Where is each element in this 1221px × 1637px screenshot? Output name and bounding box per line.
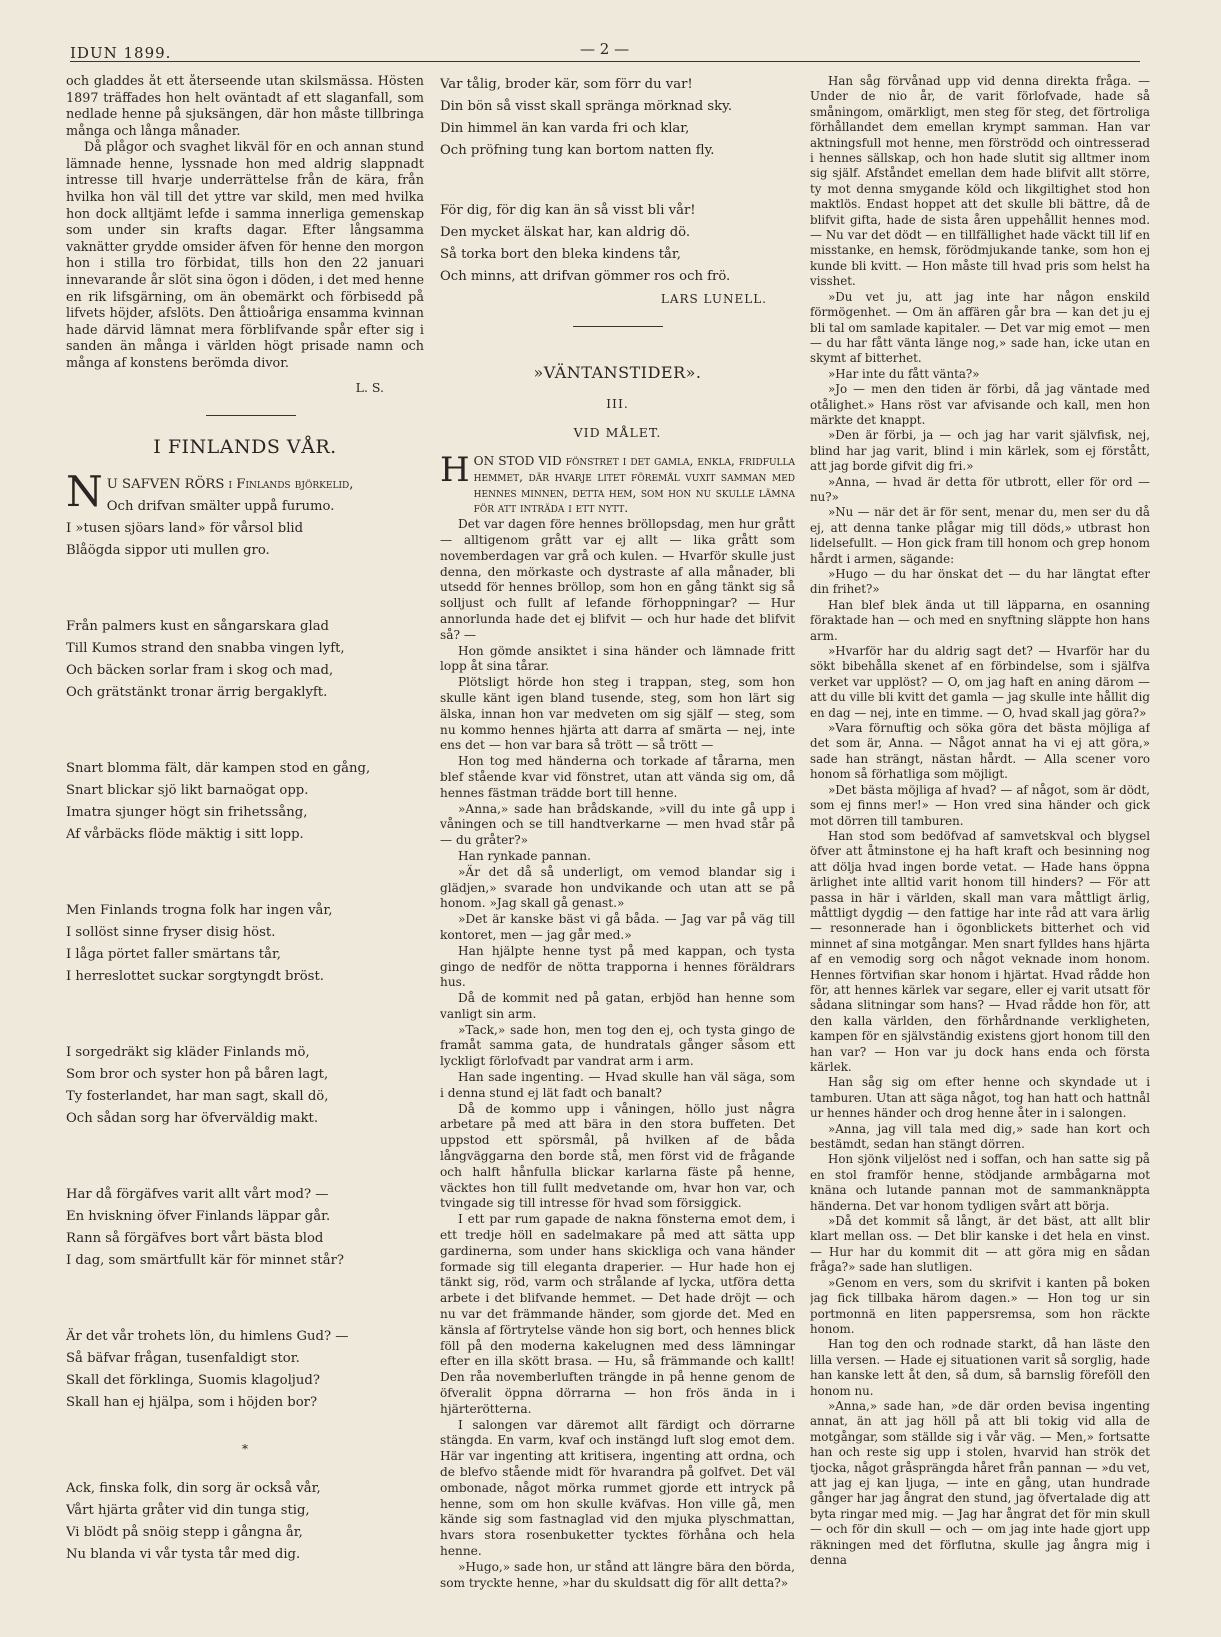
- poem-line: Och sådan sorg har öfverväldig makt.: [66, 1111, 319, 1127]
- poem-line: Skall han ej hjälpa, som i höjden bor?: [66, 1395, 318, 1411]
- paragraph: ON STOD VID fönstret i det gamla, enkla, fridfulla hemmet, där hvarje litet föremål vuxit samman med hennes minnen, detta hem, som hon nu skulle lämna för att inträda i ett nytt.: [473, 454, 795, 516]
- paragraph: Hon gömde ansiktet i sina händer och lämnade fritt lopp åt sina tårar.: [440, 643, 795, 674]
- paragraph: Han sade ingenting. — Hvad skulle han väl säga, som i denna stund ej lät fadt och banalt?: [440, 1070, 795, 1100]
- column-3: [810, 74, 1150, 1568]
- obituary-signature: L. S.: [355, 380, 384, 396]
- paragraph: »Nu — när det är för sent, menar du, men ser du då ej, att denna tanke plågar mig till döds,» utbrast hon lidelsefullt. — Hon gick fram till honom och grep honom hårdt i armen, sägande:: [810, 505, 1150, 566]
- chapter-title: VID MÅLET.: [573, 425, 662, 440]
- poem-line: En hviskning öfver Finlands läppar går.: [66, 1209, 331, 1225]
- story-text-continued: [810, 74, 1150, 1568]
- poem-stanza: [66, 758, 424, 846]
- poem-line: Och drifvan smälter uppå furumo.: [106, 499, 335, 515]
- paragraph: Han såg sig om efter henne och skyndade ut i tamburen. Utan att säga något, tog han hatt och hattnål ur hennes händer och drog henne åter in i salongen.: [810, 1075, 1150, 1121]
- paragraph: »Den är förbi, ja — och jag har varit självfisk, nej, blind har jag varit, blind i min kärlek, som ej förstått, att jag borde gifvit dig fri.»: [810, 428, 1150, 474]
- poem-stanza: [66, 1184, 424, 1272]
- paragraph: I salongen var däremot allt färdigt och dörrarne stängda. En varm, kvaf och instängd luft slog emot dem. Här var ingenting att kritisera, ingenting att ordna, och de blefvo stående midt för hvarandra på golfvet. Det väl ombonade, något mörka rummet gjorde ett intryck på henne, som om hon skulle kväfvas. Hon ville gå, men kände sig som fastnaglad vid den mjuka plyschmattan, hvars stora rosenbuketter tycktes förhåna och hela henne.: [440, 1417, 795, 1558]
- poem-line: Till Kumos strand den snabba vingen lyft,: [66, 641, 345, 657]
- poem-line: Rann så förgäfves bort vårt bästa blod: [66, 1231, 324, 1247]
- paragraph: Hon sjönk viljelöst ned i soffan, och han satte sig på en stol framför henne, stödjande armbågarna mot knäna och lutande pannan mot de sammanknäppta händerna. Det var honom tydligen svårt att börja.: [810, 1152, 1150, 1213]
- poem-line: Från palmers kust en sångarskara glad: [66, 619, 330, 635]
- paragraph: Han såg förvånad upp vid denna direkta fråga. — Under de nio år, de varit förlofvade, hade så småningom, omärkligt, men steg för steg, det förtroliga förhållandet dem emellan krympt samman. Han var aktningsfull mot henne, men förströdd och ointresserad i hennes sällskap, och hon hade slutit sig alltmer inom sig själf. Afståndet emellan dem hade blifvit allt större, ty mot denna smygande köld och likgiltighet stod hon maktlös. Endast hoppet att det skulle bli bättre, då de blifvit gifta, hade de sista åren uppehållit hennes mod. — Nu var det dödt — en tillfällighet hade väckt till lif en misstanke, en hemsk, förödmjukande tanke, som hon ej kunde bli kvitt. — Hon måste till hvad pris som helst ha visshet.: [810, 74, 1150, 289]
- poem-line: Snart blickar sjö likt barnaögat opp.: [66, 783, 309, 799]
- drop-cap: N: [66, 467, 103, 517]
- poem-title: I FINLANDS VÅR.: [153, 436, 337, 459]
- paragraph: »Har inte du fått vänta?»: [828, 366, 980, 381]
- poem-opening: [66, 467, 424, 518]
- page-header: [70, 40, 1140, 62]
- poem-line: Den mycket älskat har, kan aldrig dö.: [440, 225, 691, 240]
- section-asterisk: *: [242, 1442, 248, 1457]
- paragraph: »Det bästa möjliga af hvad? — af något, som är dödt, som ej finns mer!» — Hon vred sina händer och gick mot dörren till tamburen.: [810, 782, 1150, 828]
- poem-line: Din bön så visst skall spränga mörknad sky.: [440, 99, 733, 114]
- poem-line: Af vårbäcks flöde mäktig i sitt lopp.: [66, 827, 304, 843]
- poem-line: Vi blödt på snöig stepp i gångna år,: [66, 1525, 303, 1541]
- poem-line: I sorgedräkt sig kläder Finlands mö,: [66, 1045, 310, 1061]
- story-title: »VÄNTANSTIDER».: [533, 363, 702, 382]
- poem-line: Och minns, att drifvan gömmer ros och frö.: [440, 269, 731, 284]
- poem-line: Så torka bort den bleka kindens tår,: [440, 247, 681, 262]
- poem-line: Ack, finska folk, din sorg är också vår,: [66, 1481, 321, 1497]
- poem-line: Vårt hjärta gråter vid din tunga stig,: [66, 1503, 310, 1519]
- poem-stanza: [440, 200, 795, 288]
- poem-line: I låga pörtet faller smärtans tår,: [66, 947, 281, 963]
- poem-line: Och pröfning tung kan bortom natten fly.: [440, 143, 715, 158]
- paragraph: »Hugo,» sade hon, ur stånd att längre bära den börda, som tryckte henne, »har du skuldsatt dig för allt detta?»: [440, 1559, 795, 1590]
- poem-line: Ty fosterlandet, har man sagt, skall dö,: [66, 1089, 329, 1105]
- paragraph: »Är det då så underligt, om vemod blandar sig i glädjen,» svarade hon undvikande och utan att se på honom. »Jag skall gå genast.»: [440, 864, 795, 911]
- paragraph: »Hvarför har du aldrig sagt det? — Hvarför har du sökt bibehålla skenet af en förbindelse, som i själfva verket var upplöst? — O, om jag haft en aning därom — att du ville bli kvitt det gamla — jag skulle inte hållit dig en dag — nej, inte en timme. — O, hvad skall jag göra?»: [810, 644, 1150, 720]
- poem-i-finlands-var: [66, 467, 424, 1566]
- paragraph: Han hjälpte henne tyst på med kappan, och tysta gingo de nedför de nötta trapporna i hennes föräldrars hus.: [440, 943, 795, 990]
- paragraph: Då de kommit ned på gatan, erbjöd han henne som vanligt sin arm.: [440, 991, 795, 1021]
- paragraph: »Hugo — du har önskat det — du har längtat efter din frihet?»: [810, 567, 1150, 597]
- column-1: [66, 74, 424, 1586]
- poem-continuation: [440, 74, 795, 288]
- paragraph: »Det är kanske bäst vi gå båda. — Jag var på väg till kontoret, men — jag går med.»: [440, 912, 795, 942]
- poem-stanza: [66, 518, 424, 562]
- publication-title: IDUN 1899.: [70, 44, 172, 62]
- story-text: [440, 450, 795, 1591]
- drop-cap: H: [440, 450, 470, 490]
- poem-stanza: [66, 900, 424, 988]
- page-number: — 2 —: [580, 40, 630, 58]
- paragraph: »Tack,» sade hon, men tog den ej, och tysta gingo de framåt samma gata, de hundratals gånger såsom ett lyckligt förlofvadt par vandrat arm i arm.: [440, 1022, 795, 1069]
- poem-stanza: [440, 74, 795, 162]
- paragraph: Han blef blek ända ut till läpparna, en osanning föraktade han — och med en snyftning släppte hon hans arm.: [810, 597, 1150, 643]
- poem-line: Snart blomma fält, där kampen stod en gång,: [66, 761, 371, 777]
- poem-line: Skall det förklinga, Suomis klagoljud?: [66, 1373, 320, 1389]
- poem-stanza: [66, 1478, 424, 1566]
- poem-line: Imatra sjunger högt sin frihetssång,: [66, 805, 308, 821]
- paragraph: »Anna,» sade han brådskande, »vill du inte gå upp i våningen och se till handtverkarne — men hvad står på — du gråter?»: [440, 801, 795, 848]
- poem-line: U SAFVEN RÖRS i Finlands björkelid,: [106, 477, 354, 493]
- section-divider: [206, 415, 296, 416]
- poem-line: Blåögda sippor uti mullen gro.: [66, 543, 270, 559]
- poem-line: Är det vår trohets lön, du himlens Gud? —: [66, 1329, 349, 1345]
- poem-line: I dag, som smärtfullt kär för minnet står?: [66, 1253, 344, 1269]
- poem-line: Och bäcken sorlar fram i skog och mad,: [66, 663, 334, 679]
- poem-line: Var tålig, broder kär, som förr du var!: [440, 77, 693, 92]
- paragraph: »Jo — men den tiden är förbi, då jag väntade med otålighet.» Hans röst var afvisande och kall, men hon märkte det knappt.: [810, 382, 1150, 427]
- paragraph: »Genom en vers, som du skrifvit i kanten på boken jag fick tillbaka härom dagen.» — Hon tog ur sin portmonnä en liten pappersremsa, som hon räckte honom.: [810, 1275, 1150, 1336]
- obituary-text: [66, 74, 424, 372]
- paragraph: »Anna, — hvad är detta för utbrott, eller för ord — nu?»: [810, 474, 1150, 504]
- header-rule: [70, 61, 1140, 62]
- paragraph: Hon tog med händerna och torkade af tårarna, men blef stående kvar vid fönstret, utan att vända sig om, då hennes fästman trädde bort till henne.: [440, 754, 795, 800]
- paragraph: och gladdes åt ett återseende utan skilsmässa. Hösten 1897 träffades hon helt oväntadt af ett slaganfall, som nedlade henne på sjuksängen, där hon måste tillbringa många och långa månader.: [66, 74, 424, 139]
- column-2: [440, 74, 795, 1591]
- poem-line: Så bäfvar frågan, tusenfaldigt stor.: [66, 1351, 300, 1367]
- paragraph: »Anna,» sade han, »de där orden bevisa ingenting annat, än att jag höll på att bli tokig vid alla de motgångar, som ställde sig i vår väg. — Men,» fortsatte han och reste sig upp i stolen, hvarvid han strök det tjocka, något gråsprängda håret från pannan — »du vet, att jag ej kan ljuga, — inte en gång, utan hundrade gånger har jag ångrat den stund, jag öfvertalade dig att byta ringar med mig. — Jag har ångrat det för min skull — och för din skull — och — om jag inte hade gjort upp räkningen med det förflutna, skulle jag ångra mig i denna: [810, 1398, 1150, 1567]
- poem-line: I sollöst sinne fryser disig höst.: [66, 925, 276, 941]
- poem-line: Men Finlands trogna folk har ingen vår,: [66, 903, 333, 919]
- poem-stanza: [66, 1042, 424, 1130]
- poem-line: För dig, för dig kan än så visst bli vår!: [440, 203, 696, 218]
- story-part: III.: [606, 396, 629, 411]
- paragraph: Han rynkade pannan.: [458, 848, 591, 863]
- poem-line: Har då förgäfves varit allt vårt mod? —: [66, 1187, 329, 1203]
- poem-signature: LARS LUNELL.: [660, 292, 767, 306]
- paragraph: Det var dagen före hennes bröllopsdag, men hur grått — alltigenom grått var ej allt — lika grått som novemberdagen var grå och kulen. — Hvarför skulle just denna, den mörkaste och dystraste af alla månader, bli utsedd för hennes bröllop, som hon en gång tänkt sig så solljust och fullt af lefande förhoppningar? — Hur annorlunda hade det ej blifvit — och hur hade det blifvit så? —: [440, 517, 795, 642]
- poem-line: Och grätstänkt tronar ärrig bergaklyft.: [66, 685, 328, 701]
- paragraph: Han stod som bedöfvad af samvetskval och blygsel öfver att åtminstone ej ha haft kraft och besinning nog att dölja hvad ingen borde vetat. — Hade hans öppna ärlighet inte alltid varit honom till hinders? — För att passa in här i världen, skall man vara måttligt ärlig, måttligt dygdig — den fattige har inte råd att vara ärlig — resonnerade han i ögonblickets bitterhet och vid minnet af sina motgångar. Men snart fylldes hans hjärta af en vemodig sorg och något veknade inom honom. Hennes förtvifian skar honom i hjärtat. Hvad rådde hon för, att hennes kärlek var segare, eller ej varit utsatt för sådana slitningar som hans? — Hvad rådde hon för, att den kalla världen, den förhårdnande verkligheten, kampen för en självständig existens gjort honom till den han var? — Hon var ju dock hans enda och första kärlek.: [810, 828, 1150, 1074]
- poem-line: Nu blanda vi vår tysta tår med dig.: [66, 1547, 301, 1563]
- poem-line: I herreslottet suckar sorgtyngdt bröst.: [66, 969, 324, 985]
- paragraph: Plötsligt hörde hon steg i trappan, steg, som hon skulle känt igen bland tusende, steg, som hon lärt sig älska, innan hon var medveten om sig själf — steg, som nu kommo hennes hjärta att darra af smärta — nej, inte ens det — hon var bara så trött — så trött —: [440, 675, 795, 753]
- paragraph: Då de kommo upp i våningen, höllo just några arbetare på med att bära in den stora buffeten. Det uppstod ett spörsmål, på hvilken af de båda långväggarna den borde stå, men först vid de frågande och halft hånfulla blickar karlarna fäste på henne, väcktes hon till fullt medvetande om, hvar hon var, och tvingade sig till intresse för hvad som försiggick.: [440, 1101, 795, 1211]
- paragraph: »Vara förnuftig och söka göra det bästa möjliga af det som är, Anna. — Något annat ha vi ej att göra,» sade han strängt, nästan hårdt. — Alla scener voro honom så förhatliga som möjligt.: [810, 721, 1150, 782]
- poem-line: Som bror och syster hon på båren lagt,: [66, 1067, 329, 1083]
- section-divider: [573, 326, 663, 327]
- paragraph: »Då det kommit så långt, är det bäst, att allt blir klart mellan oss. — Det blir kanske i det hela en vinst. — Hur har du kommit dit — att göra mig en sådan fråga?» sade han slutligen.: [810, 1214, 1150, 1275]
- paragraph: »Du vet ju, att jag inte har någon enskild förmögenhet. — Om än affären går bra — kan det ju ej bli tal om samlade kapitaler. — Det var mig emot — men — du har fått vänta länge nog,» sade han, icke utan en skymt af bitterhet.: [810, 289, 1150, 366]
- poem-stanza: [66, 1326, 424, 1414]
- poem-line: I »tusen sjöars land» för vårsol blid: [66, 521, 304, 537]
- story-opening: [440, 450, 795, 517]
- poem-stanza: [66, 616, 424, 704]
- poem-line: Din himmel än kan varda fri och klar,: [440, 121, 690, 136]
- paragraph: »Anna, jag vill tala med dig,» sade han kort och bestämdt, sedan han stängt dörren.: [810, 1121, 1150, 1152]
- paragraph: Han tog den och rodnade starkt, då han läste den lilla versen. — Hade ej situationen varit så sorglig, hade han kanske lett åt den, så dum, så barnslig föreföll den honom nu.: [810, 1337, 1150, 1398]
- paragraph: Då plågor och svaghet likväl för en och annan stund lämnade henne, lyssnade hon med aldrig slappnadt intresse till hvarje underrättelse från de kära, från hvilka hon väl till det yttre var skild, men med hvilka hon dock alltjämt lefde i samma innerliga gemenskap som under sin krafts dagar. Efter långsamma vaknätter grydde omsider äfven för henne den morgon hon i stilla tro förbidat, tills hon den 22 januari innevarande år slöt sina ögon i döden, i det med henne en rik lifsgärning, om än obemärkt och förbisedd på lifvets höjder, afslöts. Den åttioåriga ensamma kvinnan hade därvid lämnat mera förblifvande spår efter sig i sanden än många i världen högt prisade namn och många af konstens berömda divor.: [66, 140, 424, 371]
- paragraph: I ett par rum gapade de nakna fönsterna emot dem, i ett tredje höll en sadelmakare på med att sätta upp gardinerna, som under hans skickliga och vana händer formade sig till eleganta draperier. — Hur hade hon ej tänkt sig, röd, varm och strålande af lycka, utföra detta arbete i det blifvande hemmet. — Det hade dröjt — och nu var det främmande händer, som gjorde det. Med en känsla af förtrytelse vände hon sig bort, och hennes blick föll på den moderna kakelugnen med dess lämningar efter en illa skött brasa. — Hu, så främmande och kallt! Den råa novemberluften trängde in på henne genom de öfveralit öppna dörrarna — hon frös ända in i hjärterötterna.: [440, 1212, 795, 1416]
